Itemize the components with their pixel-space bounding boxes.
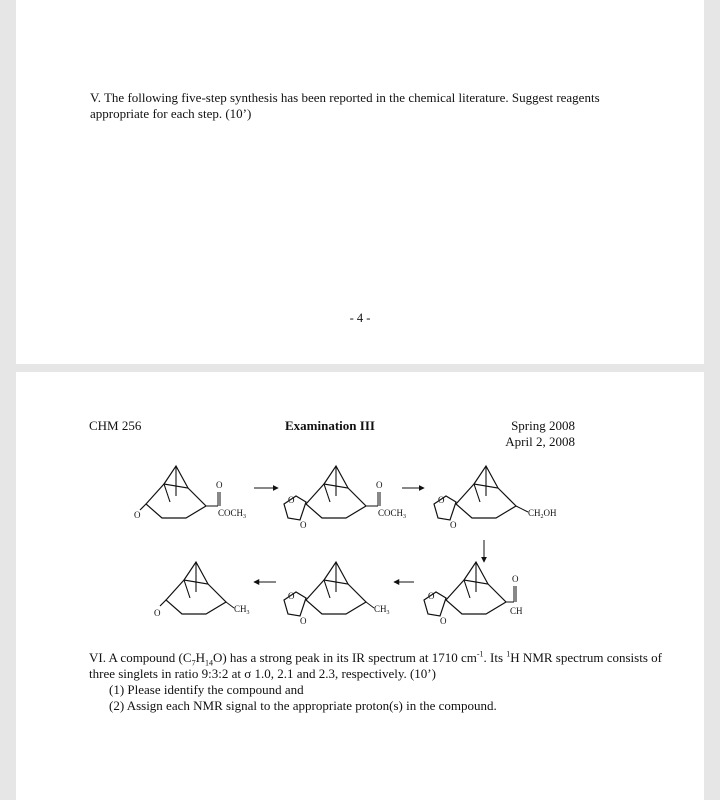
question-6-part-1: (1) Please identify the compound and [109, 682, 304, 697]
svg-text:O: O [376, 480, 383, 490]
molecule-5 [284, 562, 390, 626]
svg-text:O: O [300, 616, 307, 626]
exam-page-4 [16, 0, 704, 364]
svg-text:O: O [438, 495, 445, 505]
question-6-part-2: (2) Assign each NMR signal to the appropriate proton(s) in the compound. [109, 698, 497, 713]
question-6-text: VI. A compound $(C_7H_{14}O)$ has a strong peak in its IR spectrum at 1710 $cm^{-1}$. Its $^1$H NMR spectrum consists of three singlets in ratio 9:3:2 at σ 1.0, 2.1 and 2.3, respectively. (10’) [89, 649, 662, 681]
svg-text:O: O [440, 616, 447, 626]
question-5-text: V. The following five-step synthesis has been reported in the chemical literature. Suggest reagents appropriate for each step. (10’) [90, 90, 600, 121]
page-number: - 4 - [349, 311, 371, 325]
molecule-4 [424, 562, 523, 626]
header-exam-title: Examination III [285, 418, 375, 433]
svg-text:O: O [428, 591, 435, 601]
question-6 [89, 650, 669, 714]
label-cho-o: O [512, 574, 519, 584]
synthesis-scheme [126, 458, 586, 638]
label-coch3: $COCH_3$ [218, 508, 247, 520]
molecule-6 [154, 562, 250, 618]
svg-text:O: O [450, 520, 457, 530]
header-date [505, 418, 575, 450]
molecule-2 [284, 466, 406, 530]
molecule-1 [134, 466, 246, 520]
header-exam-date: April 2, 2008 [505, 434, 575, 449]
label-ch2oh: $CH_2OH$ [528, 508, 557, 520]
svg-text:O: O [288, 495, 295, 505]
svg-text:O: O [288, 591, 295, 601]
molecule-3 [434, 466, 557, 530]
header-course: CHM 256 [89, 418, 142, 433]
header-term: Spring 2008 [511, 418, 575, 433]
label-coch3-2: $COCH_3$ [378, 508, 407, 520]
label-o-ketone: O [134, 510, 141, 520]
exam-page-5 [16, 372, 704, 800]
label-ch3: $CH_3$ [374, 604, 390, 616]
label-carbonyl-o: O [216, 480, 223, 490]
label-ch3-2: $CH_3$ [234, 604, 250, 616]
svg-text:O: O [300, 520, 307, 530]
label-cho: CH [510, 606, 523, 616]
label-o-ketone-2: O [154, 608, 161, 618]
